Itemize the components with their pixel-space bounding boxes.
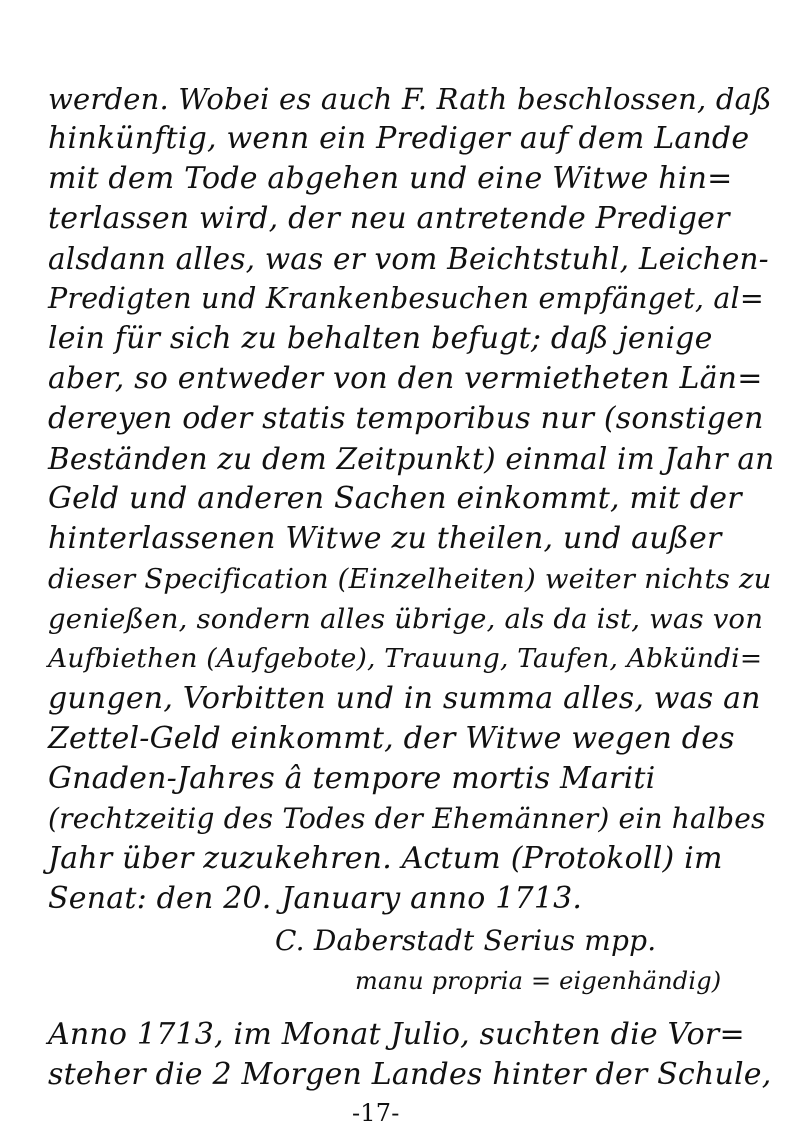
body-line-16: gungen, Vorbitten und in summa alles, was an [48, 681, 761, 716]
body-line-1: werden. Wobei es auch F. Rath beschlossen, daß [48, 82, 772, 116]
body-line-5: alsdann alles, was er vom Beichtstuhl, Leichen- [48, 242, 769, 276]
body-line-2: hinkünftig, wenn ein Prediger auf dem Lande [48, 121, 750, 156]
body-line-4: terlassen wird, der neu antretende Prediger [48, 201, 730, 236]
body-line-20: Jahr über zuzukehren. Actum (Protokoll) im [48, 841, 723, 876]
body-line-3: mit dem Tode abgehen und eine Witwe hin= [48, 161, 733, 196]
body-line-14: genießen, sondern alles übrige, als da ist, was von [48, 603, 764, 635]
body-line-6: Predigten und Krankenbesuchen empfänget, al= [48, 282, 764, 315]
page-number: -17- [352, 1099, 400, 1127]
body-line-13: dieser Specification (Einzelheiten) weiter nichts zu [48, 563, 772, 595]
body-line-15: Aufbiethen (Aufgebote), Trauung, Taufen, Abkündi= [48, 643, 763, 674]
body-line-18: Gnaden-Jahres â tempore mortis Mariti [48, 761, 656, 796]
body-line-8: aber, so entweder von den vermietheten Län= [48, 361, 763, 396]
body-line-7: lein für sich zu behalten befugt; daß jenige [48, 321, 713, 356]
second-paragraph-line-1: Anno 1713, im Monat Julio, suchten die Vor= [48, 1017, 745, 1052]
body-line-11: Geld und anderen Sachen einkommt, mit der [48, 481, 742, 516]
signature-note: manu propria = eigenhändig) [355, 967, 722, 995]
body-line-21: Senat: den 20. January anno 1713. [48, 881, 583, 916]
signature: C. Daberstadt Serius mpp. [275, 924, 657, 957]
body-line-12: hinterlassenen Witwe zu theilen, und außer [48, 521, 722, 556]
body-line-9: dereyen oder statis temporibus nur (sonstigen [48, 401, 764, 436]
body-line-19: (rechtzeitig des Todes der Ehemänner) ein halbes [48, 802, 766, 835]
body-line-17: Zettel-Geld einkommt, der Witwe wegen des [48, 721, 735, 756]
second-paragraph-line-2: steher die 2 Morgen Landes hinter der Schule, [48, 1057, 772, 1092]
body-line-10: Beständen zu dem Zeitpunkt) einmal im Jahr an [48, 442, 775, 476]
